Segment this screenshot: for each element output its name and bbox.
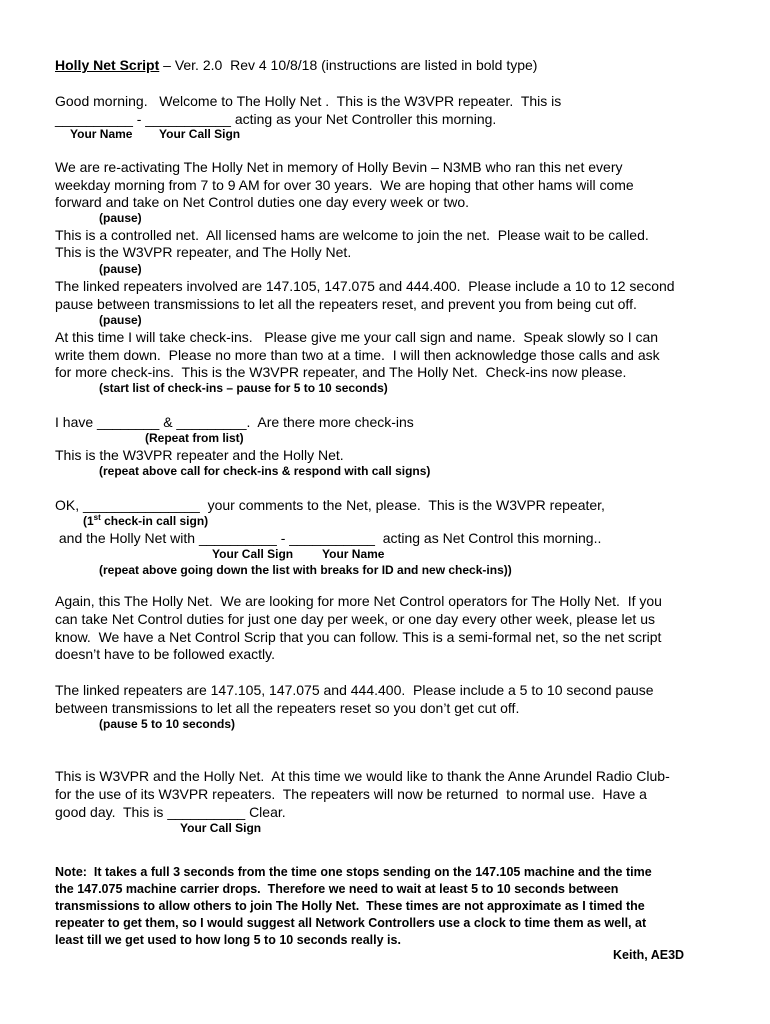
hint-your-call-sign: Your Call Sign — [212, 547, 294, 561]
repeaters-line-1: The linked repeaters involved are 147.105, 147.075 and 444.400. Please include a 10 to 12 second — [55, 278, 675, 294]
signature: Keith, AE3D — [613, 948, 685, 962]
checkins-line-3: for more check-ins. This is the W3VPR repeater, and The Holly Net. Check-ins now please. — [55, 364, 627, 380]
note-line-3: transmissions to allow others to join The Holly Net. These times are not approximate as I timed the — [55, 899, 645, 913]
closing-line-3: good day. This is __________ Clear. — [55, 804, 286, 820]
again-line-3: know. We have a Net Control Scrip that you can follow. This is a semi-formal net, so the net script — [55, 629, 662, 645]
repeat-from-list-hint: (Repeat from list) — [145, 431, 244, 445]
hint-rest: check-in call sign) — [100, 514, 209, 528]
checkins-instruction: (start list of check-ins – pause for 5 to 10 seconds) — [99, 381, 388, 395]
ok-instruction: (repeat above going down the list with breaks for ID and new check-ins)) — [99, 563, 512, 577]
pause-instruction: (pause 5 to 10 seconds) — [99, 717, 236, 731]
note-line-4: repeater to get them, so I would suggest all Network Controllers use a clock to time them as well, at — [55, 916, 647, 930]
pause-instruction: (pause) — [99, 313, 142, 327]
first-checkin-hint — [83, 514, 208, 528]
ihave-line-2: This is the W3VPR repeater and the Holly Net. — [55, 447, 344, 463]
again-line-1: Again, this The Holly Net. We are looking for more Net Control operators for The Holly Net. If you — [55, 593, 662, 609]
note-line-1: Note: It takes a full 3 seconds from the time one stops sending on the 147.105 machine and the time — [55, 865, 652, 879]
pause-instruction: (pause) — [99, 262, 142, 276]
controlled-line-2: This is the W3VPR repeater, and The Holly Net. — [55, 244, 352, 260]
hint-superscript: st — [93, 513, 101, 522]
hint-your-call-sign: Your Call Sign — [180, 821, 262, 835]
repeaters-line-2: pause between transmissions to let all the repeaters reset, and prevent you from being cut off. — [55, 296, 637, 312]
memorial-line-2: weekday morning from 7 to 9 AM for over 30 years. We are hoping that other hams will come — [55, 177, 634, 193]
hint-your-name: Your Name — [322, 547, 385, 561]
ok-line-1: OK, _______________ your comments to the Net, please. This is the W3VPR repeater, — [55, 497, 605, 513]
closing-line-2: for the use of its W3VPR repeaters. The repeaters will now be returned to normal use. Have a — [55, 786, 647, 802]
pause-instruction: (pause) — [99, 211, 142, 225]
repeaters2-line-1: The linked repeaters are 147.105, 147.075 and 444.400. Please include a 5 to 10 second pause — [55, 682, 654, 698]
memorial-line-1: We are re-activating The Holly Net in memory of Holly Bevin – N3MB who ran this net every — [55, 159, 623, 175]
hint-your-name: Your Name — [70, 127, 133, 141]
hint-your-call-sign: Your Call Sign — [159, 127, 241, 141]
memorial-line-3: forward and take on Net Control duties one day every week or two. — [55, 194, 469, 210]
again-line-2: can take Net Control duties for just one day per week, or one day every other week, please let us — [55, 611, 655, 627]
closing-line-1: This is W3VPR and the Holly Net. At this time we would like to thank the Anne Arundel Radio Club- — [55, 768, 670, 784]
ihave-instruction: (repeat above call for check-ins & respond with call signs) — [99, 464, 431, 478]
note-line-5: least till we get used to how long 5 to 10 seconds really is. — [55, 933, 401, 947]
title-version: – Ver. 2.0 Rev 4 10/8/18 (instructions are listed in bold type) — [159, 57, 538, 73]
note-line-2: the 147.075 machine carrier drops. Therefore we need to wait at least 5 to 10 seconds between — [55, 882, 619, 896]
document-title — [55, 57, 537, 74]
intro-line-1: Good morning. Welcome to The Holly Net . This is the W3VPR repeater. This is — [55, 93, 562, 109]
controlled-line-1: This is a controlled net. All licensed hams are welcome to join the net. Please wait to be called. — [55, 227, 649, 243]
title-name: Holly Net Script — [55, 57, 160, 73]
ihave-line-1: I have ________ & _________. Are there more check-ins — [55, 414, 414, 430]
again-line-4: doesn’t have to be followed exactly. — [55, 646, 275, 662]
checkins-line-2: write them down. Please no more than two at a time. I will then acknowledge those calls and ask — [55, 347, 660, 363]
hint-open: (1 — [83, 514, 94, 528]
ok-line-2: and the Holly Net with __________ - ___________ acting as Net Control this morning.. — [55, 530, 602, 546]
repeaters2-line-2: between transmissions to let all the repeaters reset so you don’t get cut off. — [55, 700, 520, 716]
checkins-line-1: At this time I will take check-ins. Please give me your call sign and name. Speak slowly so I can — [55, 329, 659, 345]
intro-line-2: __________ - ___________ acting as your Net Controller this morning. — [55, 111, 497, 127]
